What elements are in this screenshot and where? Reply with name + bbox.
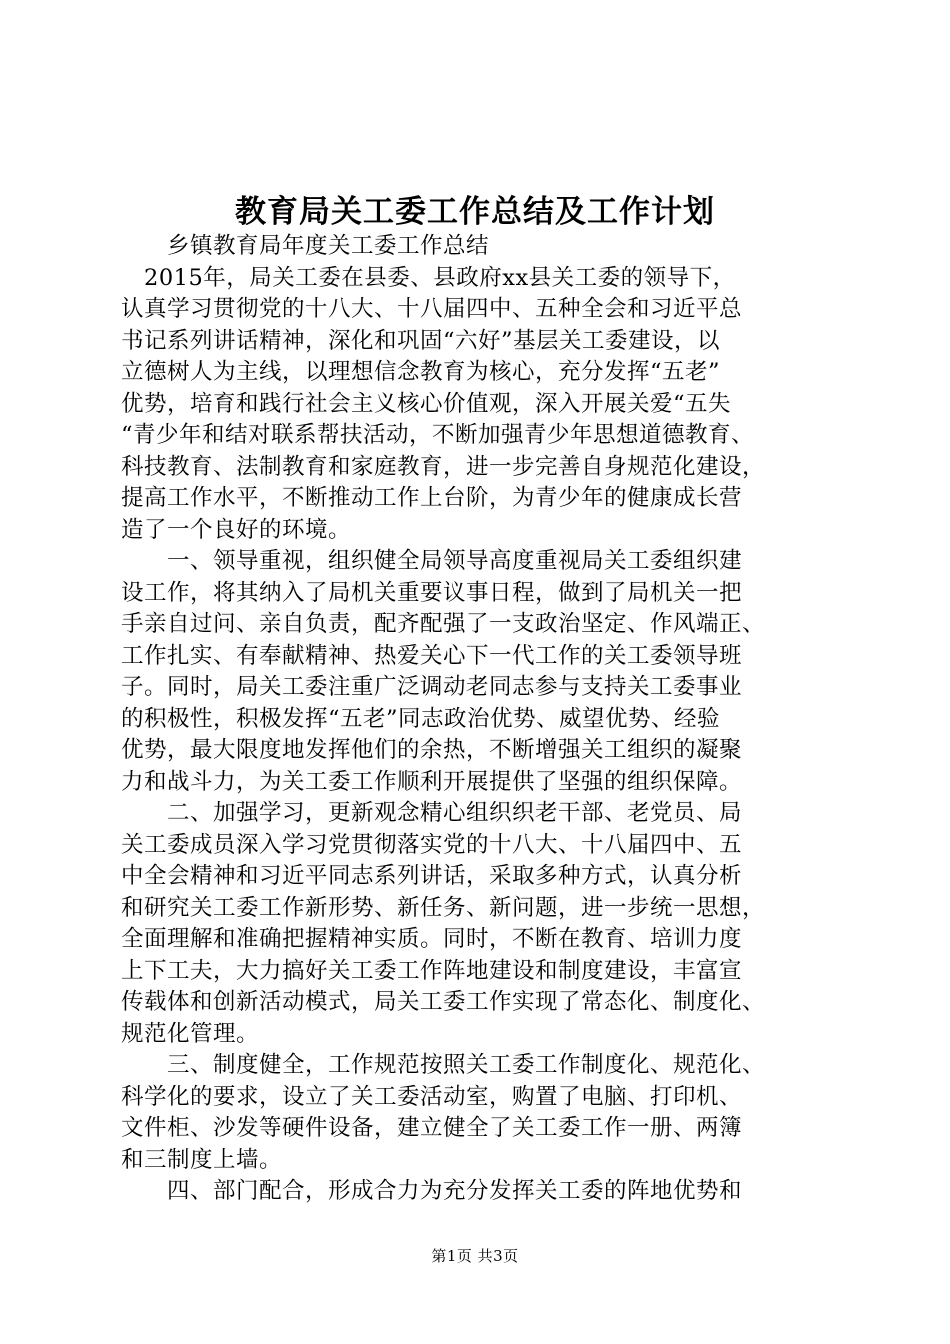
- body-line: 造了一个良好的环境。: [121, 516, 352, 543]
- body-line: 科技教育、法制教育和家庭教育，进一步完善自身规范化建设，: [121, 453, 766, 480]
- body-line: 中全会精神和习近平同志系列讲话，采取多种方式，认真分析: [121, 863, 743, 889]
- body-line: 关工委成员深入学习党贯彻落实党的十八大、十八届四中、五: [121, 831, 743, 858]
- body-line: 文件柜、沙发等硬件设备，建立健全了关工委工作一册、两簿: [121, 1115, 743, 1141]
- body-line: 设工作，将其纳入了局机关重要议事日程，做到了局机关一把: [121, 579, 743, 606]
- body-line: 科学化的要求，设立了关工委活动室，购置了电脑、打印机、: [121, 1083, 743, 1110]
- body-line: 子。同时，局关工委注重广泛调动老同志参与支持关工委事业: [121, 674, 743, 700]
- body-line: 2015年，局关工委在县委、县政府xx县关工委的领导下，: [121, 264, 736, 291]
- body-line: 全面理解和准确把握精神实质。同时，不断在教育、培训力度: [121, 926, 743, 952]
- body-line: 和三制度上墙。: [121, 1146, 283, 1173]
- document-title: 教育局关工委工作总结及工作计划: [235, 194, 715, 230]
- body-line: 立德树人为主线，以理想信念教育为核心，充分发挥“五老”: [121, 359, 721, 385]
- body-line: 优势，最大限度地发挥他们的余热，不断增强关工组织的凝聚: [121, 737, 743, 763]
- body-line: 优势，培育和践行社会主义核心价值观，深入开展关爱“五失: [121, 390, 732, 417]
- body-line: 三、制度健全，工作规范按照关工委工作制度化、规范化、: [121, 1052, 766, 1078]
- body-line: 传载体和创新活动模式，局关工委工作实现了常态化、制度化、: [121, 989, 766, 1015]
- body-line: 书记系列讲话精神，深化和巩固“六好”基层关工委建设，以: [121, 327, 721, 354]
- body-line: 手亲自过问、亲自负责，配齐配强了一支政治坚定、作风端正、: [121, 611, 766, 637]
- page-footer: 第1页 共3页: [431, 1247, 519, 1265]
- body-line: 一、领导重视，组织健全局领导高度重视局关工委组织建: [121, 548, 743, 574]
- body-line: 上下工夫，大力搞好关工委工作阵地建设和制度建设，丰富宣: [121, 957, 743, 984]
- body-line: 乡镇教育局年度关工委工作总结: [121, 233, 490, 259]
- body-line: 二、加强学习，更新观念精心组织织老干部、老党员、局: [121, 800, 743, 826]
- document-body: [121, 231, 831, 1208]
- body-line: 提高工作水平，不断推动工作上台阶，为青少年的健康成长营: [121, 485, 743, 511]
- body-line: 工作扎实、有奉献精神、热爱关心下一代工作的关工委领导班: [121, 642, 743, 669]
- body-line: 四、部门配合，形成合力为充分发挥关工委的阵地优势和: [121, 1178, 743, 1204]
- body-line: 力和战斗力，为关工委工作顺利开展提供了坚强的组织保障。: [121, 768, 743, 795]
- body-line: 的积极性，积极发挥“五老”同志政治优势、威望优势、经验: [121, 705, 721, 732]
- body-line: 规范化管理。: [121, 1020, 260, 1047]
- body-line: 和研究关工委工作新形势、新任务、新问题，进一步统一思想，: [121, 894, 766, 921]
- body-line: “青少年和结对联系帮扶活动，不断加强青少年思想道德教育、: [121, 422, 755, 448]
- body-line: 认真学习贯彻党的十八大、十八届四中、五种全会和习近平总: [121, 296, 743, 322]
